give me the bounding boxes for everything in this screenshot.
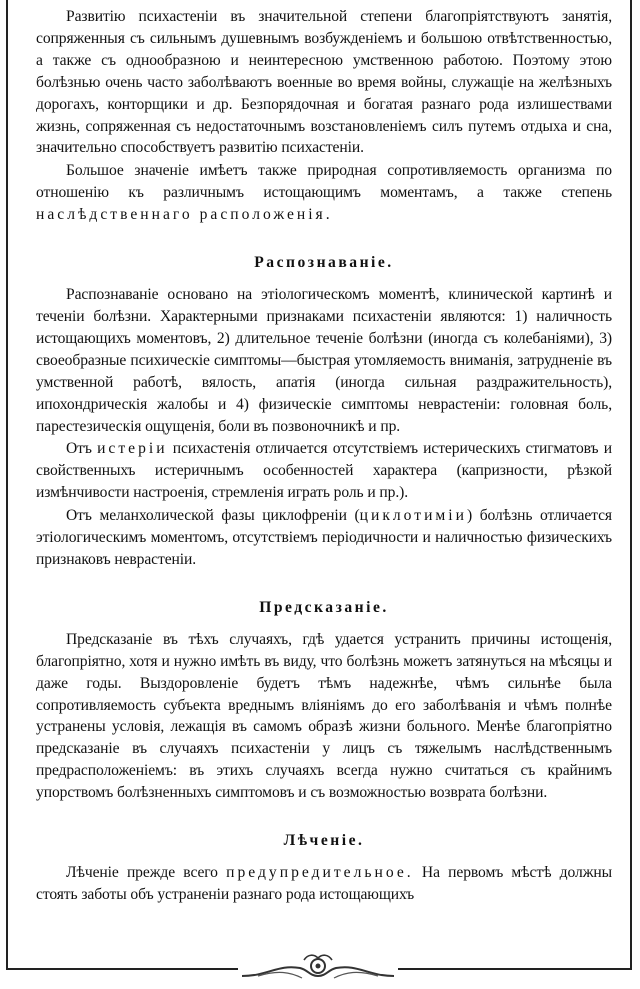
preventive-emphasis: предупредительное. <box>226 864 414 882</box>
heading-diagnosis: Распознаваніе. <box>254 254 394 272</box>
paragraph-treatment-lead: Лѣченіе прежде всего <box>66 864 218 882</box>
paragraph-treatment <box>36 862 612 906</box>
paragraph-cyclophrenia-lead: Отъ меланхолической фазы циклофреніи ( <box>66 507 360 525</box>
paragraph-resistance-text: Большое значеніе имѣетъ также природная сопротивляемость организма по отношенію къ различнымъ истощающимъ моментамъ, а также степень <box>36 162 612 202</box>
paragraph-cyclophrenia-text: ) болѣзнь отличается этіологическимъ моментомъ, отсутствіемъ періодичности и наличностью физическихъ признаковъ неврастеніи. <box>36 507 612 568</box>
heading-treatment: Лѣченіе. <box>283 832 365 850</box>
paragraph-prognosis: Предсказаніе въ тѣхъ случаяхъ, гдѣ удается устранить причины истощенія, благопріятно, хотя и нужно имѣть въ виду, что болѣзнь можетъ затянуться на мѣсяцы и даже годы. Выздоровленіе будетъ тѣмъ надежнѣе, чѣмъ сильнѣе была сопротивляемость субъекта вреднымъ вліяніямъ до его заболѣванія и чѣмъ полнѣе устранены условія, лежащія въ самомъ образѣ жизни больного. Менѣе благопріятно предсказаніе въ случаяхъ психастеніи у лицъ съ тяжелымъ наслѣдственнымъ предрасположеніемъ: въ этихъ случаяхъ всегда нужно считаться съ крайнимъ упорствомъ болѣзненныхъ симптомовъ и съ возможностью возврата болѣзни. <box>36 630 612 802</box>
document-body <box>36 6 612 906</box>
paragraph-treatment-text: На первомъ мѣстѣ должны стоять заботы объ устраненіи разнаго рода истощающихъ <box>36 864 612 903</box>
paragraph-cyclophrenia <box>36 505 612 571</box>
paragraph-resistance <box>36 160 612 226</box>
paragraph-psychasthenia-causes: Развитію психастеніи въ значительной степени благопріятствуютъ занятія, сопряженныя съ сильнымъ душевнымъ возбужденіемъ и большою отвѣтственностью, а также съ однообразною и неинтересною умственною работою. Поэтому этою болѣзнью очень часто заболѣваютъ военные во время войны, служащіе на желѣзныхъ дорогахъ, конторщики и др. Безпорядочная и богатая разнаго рода излишествами жизнь, сопряженная съ недостаточнымъ возстановленіемъ силъ путемъ отдыха и сна, значительно способствуетъ развитію психастеніи. <box>36 8 612 157</box>
paragraph-diagnosis: Распознаваніе основано на этіологическомъ моментѣ, клинической картинѣ и теченіи болѣзни. Характерными признаками психастеніи являются: 1) наличность истощающихъ моментовъ, 2) длительное теченіе болѣзни (иногда съ колебаніями), 3) своеобразные психическіе симптомы—быстрая утомляемость вниманія, затрудненіе въ умственной работѣ, вялость, апатія (иногда сильная раздражительность), ипохондрическія жалобы и 4) физическіе симптомы неврастеніи: головная боль, парестезическія ощущенія, боли въ позвоночникѣ и пр. <box>36 286 612 435</box>
cyclothymia-emphasis: циклотиміи <box>359 507 467 525</box>
hysteria-emphasis: истеріи <box>97 440 168 458</box>
paragraph-hysteria-lead: Отъ <box>66 440 92 458</box>
heading-prognosis: Предсказаніе. <box>259 598 389 616</box>
decorative-ornament-icon <box>238 950 398 984</box>
paragraph-hysteria-text: психастенія отличается отсутствіемъ истерическихъ стигматовъ и свойственныхъ истеричнымъ особенностей характера (капризности, рѣзкой измѣнчивости настроенія, стремленія играть роль и пр.). <box>36 440 612 502</box>
heredity-emphasis: наслѣдственнаго расположенія. <box>36 206 333 224</box>
paragraph-hysteria <box>36 438 612 504</box>
